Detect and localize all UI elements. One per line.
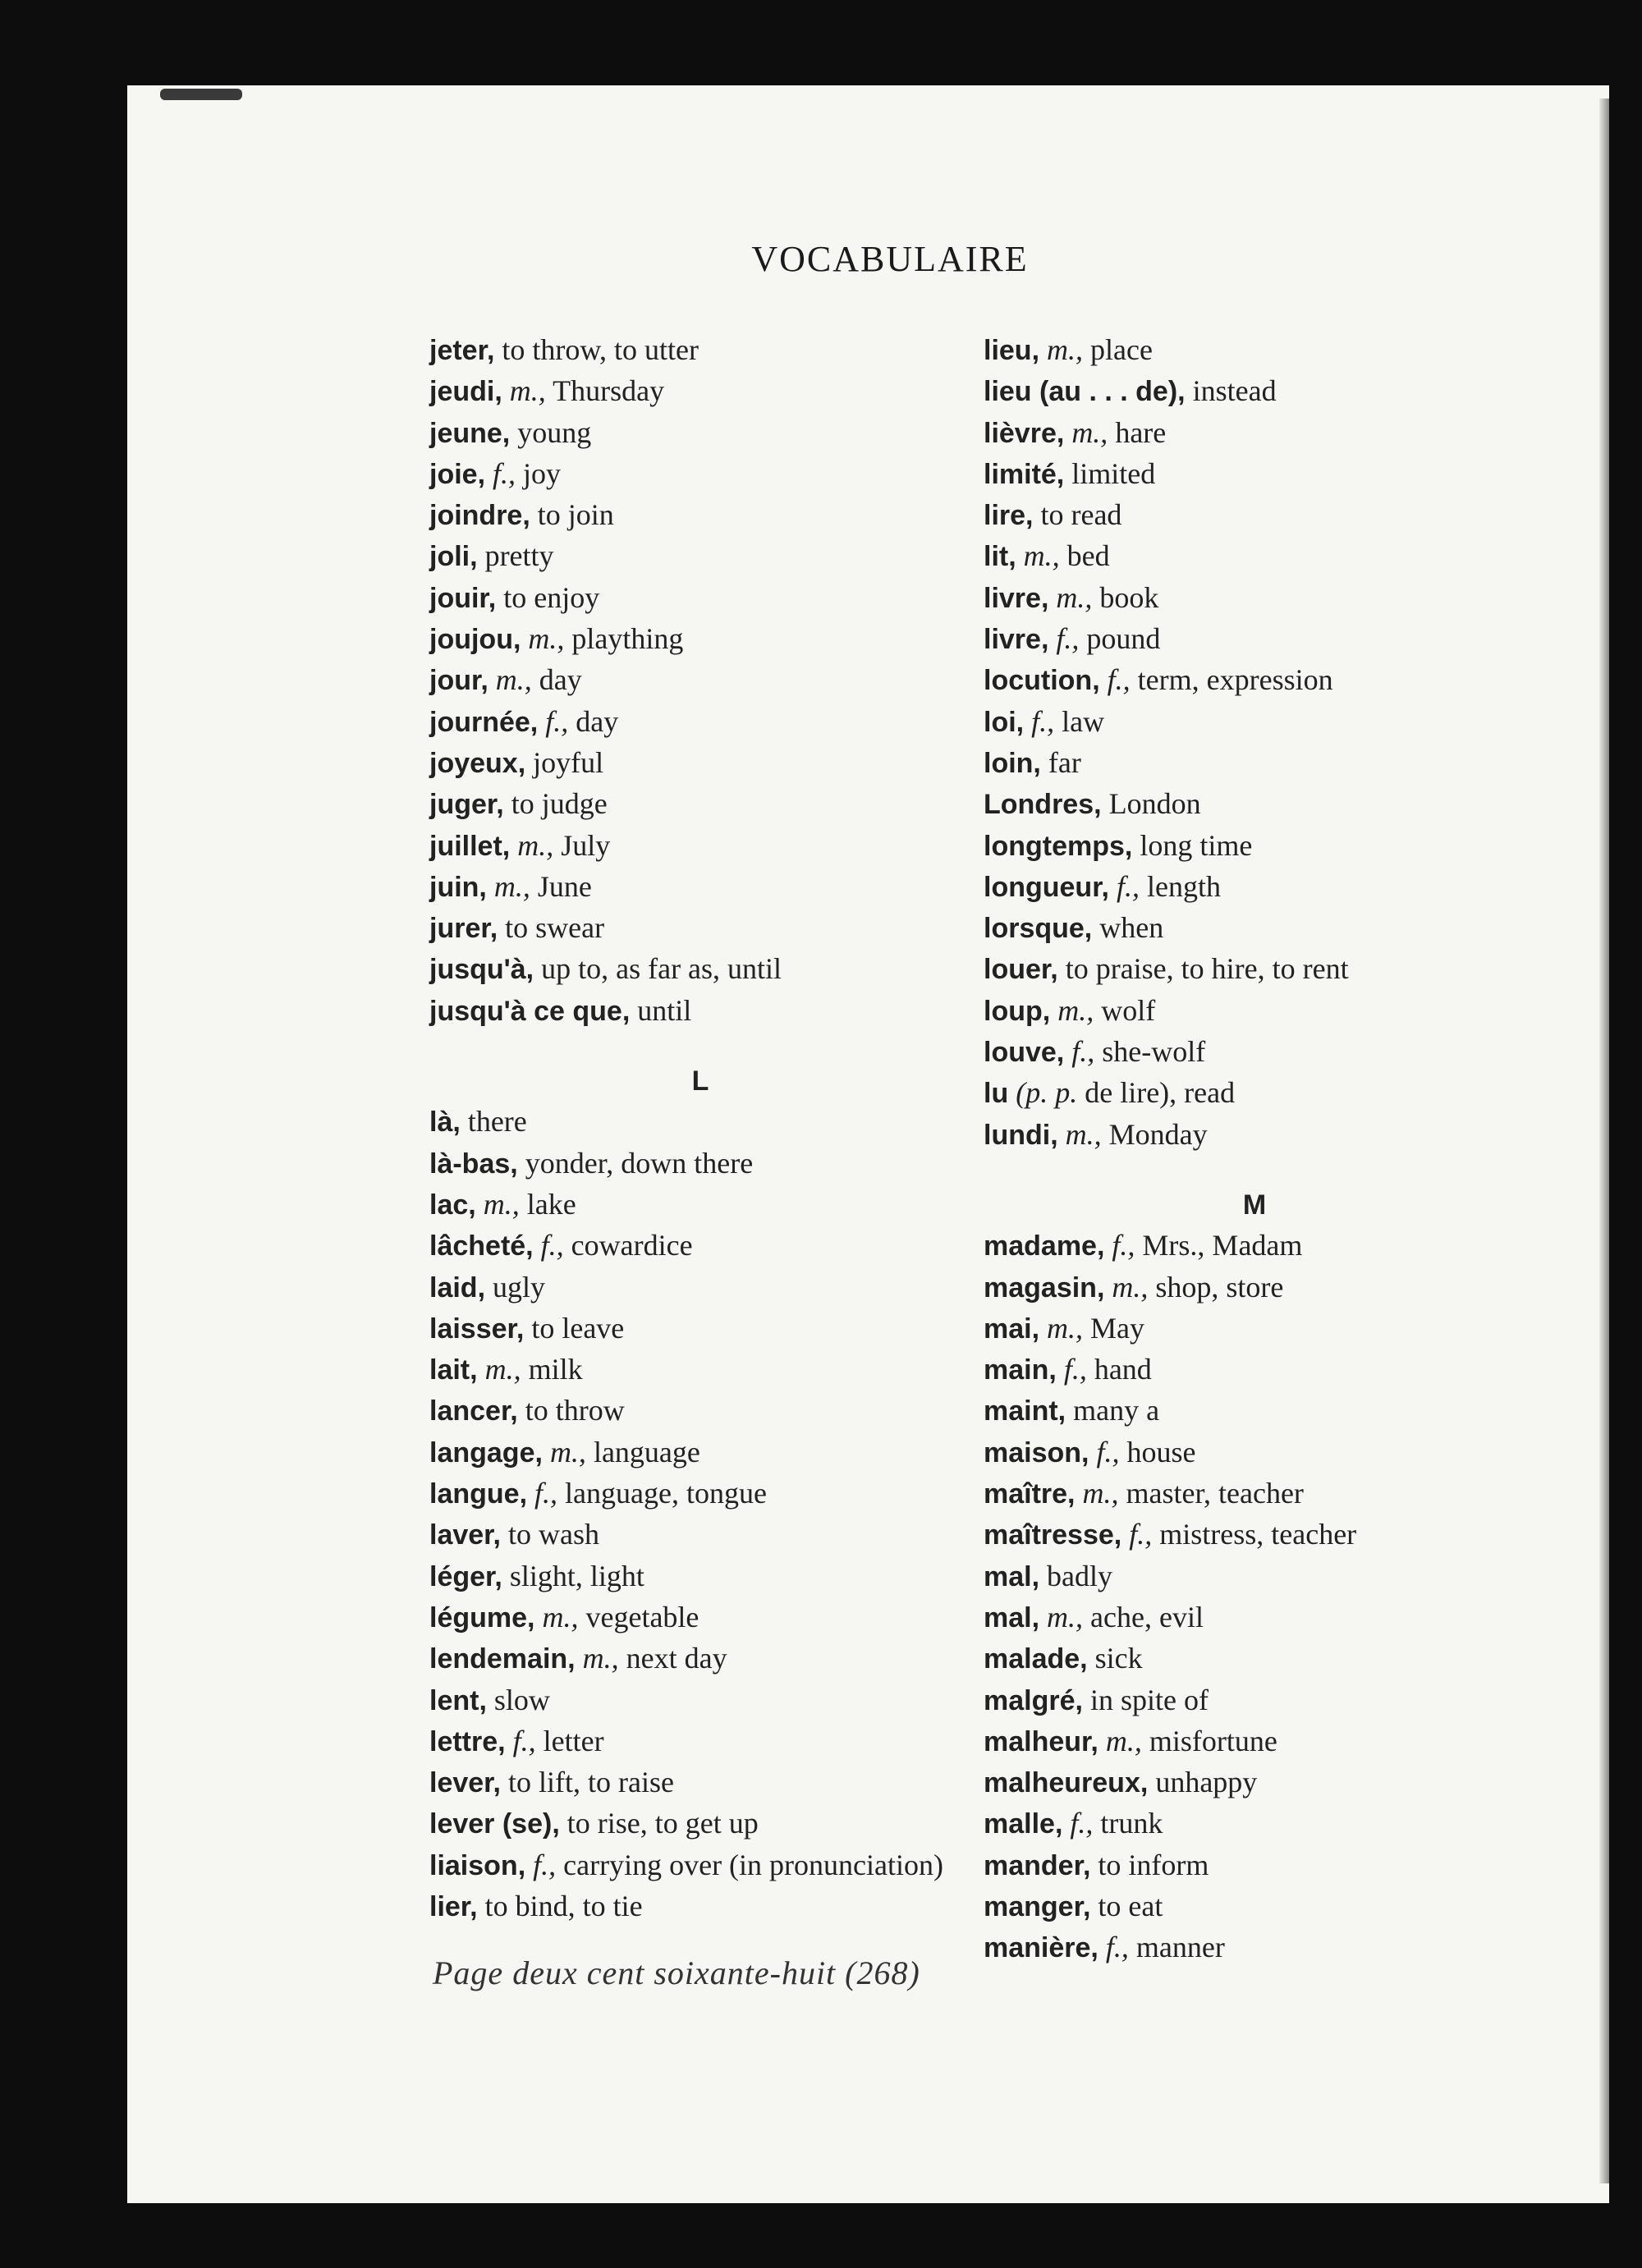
headword: malheureux,	[984, 1767, 1149, 1799]
headword: jeudi,	[429, 376, 502, 408]
grammar-tag: m.,	[1064, 415, 1108, 449]
grammar-tag: f.,	[1048, 622, 1080, 656]
definition: vegetable	[578, 1600, 699, 1633]
headword: lac,	[429, 1189, 476, 1221]
headword: langage,	[429, 1436, 543, 1468]
definition: law	[1054, 704, 1105, 738]
vocab-entry	[429, 330, 971, 371]
headword: laisser,	[429, 1313, 525, 1345]
grammar-tag: m.,	[1039, 1600, 1084, 1633]
definition: to lift, to raise	[500, 1766, 674, 1799]
headword: lire,	[984, 500, 1034, 532]
definition: to enjoy	[496, 580, 600, 614]
headword: juger,	[429, 789, 504, 821]
headword: là-bas,	[429, 1148, 518, 1180]
grammar-tag: m.,	[477, 1353, 521, 1386]
definition: place	[1083, 333, 1153, 366]
headword: lancer,	[429, 1395, 518, 1427]
headword: magasin,	[984, 1271, 1105, 1304]
section-spacer	[429, 1032, 971, 1061]
grammar-tag: f.,	[527, 1477, 558, 1510]
grammar-tag: (p. p.	[1008, 1076, 1078, 1110]
grammar-tag: m.,	[1098, 1724, 1142, 1757]
grammar-tag: m.,	[534, 1600, 579, 1633]
headword: jusqu'à,	[429, 954, 534, 986]
headword: joie,	[429, 458, 486, 490]
definition: carrying over (in pronunciation)	[556, 1848, 943, 1881]
headword: Londres,	[984, 789, 1102, 821]
page-title: VOCABULAIRE	[751, 239, 1029, 279]
headword: lit,	[984, 541, 1016, 573]
headword: loi,	[984, 706, 1025, 738]
definition: shop, store	[1148, 1270, 1284, 1304]
vocab-entry	[429, 1473, 971, 1514]
definition: master, teacher	[1118, 1477, 1304, 1510]
definition: letter	[535, 1724, 604, 1757]
definition: language	[585, 1435, 700, 1468]
grammar-tag: m.,	[1048, 580, 1093, 614]
definition: limited	[1064, 456, 1156, 490]
vocab-entry	[984, 1073, 1525, 1114]
vocab-entry	[984, 1638, 1525, 1679]
definition: slight, light	[502, 1559, 644, 1592]
definition: young	[510, 415, 592, 449]
vocab-entry	[429, 1308, 971, 1349]
headword: longueur,	[984, 871, 1109, 903]
grammar-tag: m.,	[510, 828, 554, 862]
section-letter-m: M	[1242, 1189, 1267, 1221]
headword: lent,	[429, 1684, 487, 1716]
headword: joujou,	[429, 624, 521, 656]
vocab-entry	[429, 867, 971, 908]
vocab-entry	[984, 413, 1525, 454]
entries-l	[429, 1102, 971, 1927]
definition: to rise, to get up	[559, 1807, 759, 1840]
headword: malgré,	[984, 1684, 1083, 1716]
vocab-entry	[429, 1391, 971, 1432]
binding-mark	[160, 89, 242, 100]
definition: next day	[618, 1642, 727, 1675]
headword: manière,	[984, 1932, 1098, 1964]
definition: she-wolf	[1094, 1035, 1206, 1069]
headword: maison,	[984, 1436, 1089, 1468]
vocab-entry	[429, 743, 971, 784]
vocab-entry	[429, 536, 971, 577]
vocab-entry	[984, 1514, 1525, 1556]
definition: misfortune	[1141, 1724, 1277, 1757]
right-column	[984, 330, 1525, 1969]
grammar-tag: m.,	[542, 1435, 586, 1468]
grammar-tag: m.,	[488, 663, 532, 697]
grammar-tag: m.,	[1075, 1477, 1119, 1510]
definition: London	[1101, 787, 1201, 821]
vocab-entry	[984, 1721, 1525, 1762]
entries-m	[984, 1226, 1525, 1968]
grammar-tag: m.,	[1057, 1117, 1102, 1151]
vocab-entry	[429, 991, 971, 1032]
headword: liaison,	[429, 1849, 526, 1881]
grammar-tag: f.,	[1104, 1229, 1135, 1262]
grammar-tag: f.,	[1089, 1435, 1120, 1468]
headword: malheur,	[984, 1725, 1098, 1757]
grammar-tag: m.,	[1039, 1311, 1084, 1345]
definition: sick	[1087, 1642, 1143, 1675]
headword: légume,	[429, 1601, 535, 1633]
grammar-tag: f.,	[1062, 1807, 1094, 1840]
headword: lièvre,	[984, 417, 1065, 449]
definition: to eat	[1090, 1889, 1163, 1922]
headword: léger,	[429, 1560, 502, 1592]
definition: milk	[521, 1353, 583, 1386]
vocab-entry	[429, 413, 971, 454]
headword: langue,	[429, 1478, 528, 1510]
vocab-entry	[984, 1803, 1525, 1844]
definition: until	[630, 993, 692, 1027]
grammar-tag: f.,	[1098, 1931, 1129, 1964]
vocab-entry	[429, 660, 971, 701]
vocab-entry	[984, 1349, 1525, 1391]
headword: là,	[429, 1107, 461, 1139]
headword: joyeux,	[429, 747, 526, 779]
vocab-entry	[429, 619, 971, 660]
definition: day	[531, 663, 582, 697]
definition: to read	[1033, 498, 1122, 532]
definition: to praise, to hire, to rent	[1057, 952, 1349, 986]
definition: unhappy	[1148, 1766, 1258, 1799]
section-letter-l: L	[691, 1065, 709, 1097]
section-spacer	[984, 1156, 1525, 1185]
entries-j	[429, 330, 971, 1032]
vocab-entry	[429, 1514, 971, 1556]
headword: mal,	[984, 1560, 1040, 1592]
headword: manger,	[984, 1890, 1091, 1922]
headword: mander,	[984, 1849, 1091, 1881]
definition: language, tongue	[557, 1477, 767, 1510]
vocab-entry	[429, 1721, 971, 1762]
definition: hare	[1108, 415, 1167, 449]
definition: de lire), read	[1077, 1076, 1236, 1110]
definition: to wash	[500, 1518, 599, 1551]
definition: July	[553, 828, 611, 862]
vocab-entry	[429, 1803, 971, 1844]
grammar-tag: f.,	[485, 456, 516, 490]
vocab-entry	[429, 1267, 971, 1308]
vocab-entry	[984, 1308, 1525, 1349]
headword: maître,	[984, 1478, 1076, 1510]
vocab-entry	[429, 1556, 971, 1597]
headword: jour,	[429, 665, 488, 697]
vocab-entry	[984, 949, 1525, 990]
vocab-entry	[984, 495, 1525, 536]
headword: lu	[984, 1078, 1009, 1110]
headword: lundi,	[984, 1119, 1058, 1151]
page-edge-right	[1599, 99, 1609, 2183]
grammar-tag: f.,	[1064, 1035, 1095, 1069]
vocab-entry	[429, 371, 971, 412]
definition: yonder, down there	[517, 1146, 754, 1180]
headword: lieu,	[984, 335, 1040, 366]
headword: maint,	[984, 1395, 1066, 1427]
headword: jeune,	[429, 417, 511, 449]
vocab-entry	[429, 1886, 971, 1927]
headword: laid,	[429, 1271, 486, 1304]
vocab-entry	[429, 1845, 971, 1886]
headword: joindre,	[429, 500, 530, 532]
headword: locution,	[984, 665, 1100, 697]
definition: to throw, to utter	[494, 333, 699, 366]
vocab-entry	[984, 1032, 1525, 1073]
headword: jeter,	[429, 335, 495, 366]
definition: trunk	[1093, 1807, 1163, 1840]
headword: maîtresse,	[984, 1519, 1122, 1551]
vocab-entry	[984, 991, 1525, 1032]
headword: journée,	[429, 706, 539, 738]
grammar-tag: m.,	[1050, 993, 1094, 1027]
definition: Monday	[1101, 1117, 1208, 1151]
vocab-entry	[984, 371, 1525, 412]
definition: pretty	[477, 539, 554, 573]
headword: madame,	[984, 1230, 1105, 1262]
vocab-entry	[429, 1762, 971, 1803]
definition: ugly	[485, 1270, 546, 1304]
vocab-entry	[984, 826, 1525, 867]
vocab-entry	[429, 826, 971, 867]
definition: cowardice	[563, 1229, 693, 1262]
vocab-entry	[429, 1597, 971, 1638]
vocab-entry	[984, 619, 1525, 660]
definition: to leave	[524, 1311, 625, 1345]
definition: Mrs., Madam	[1135, 1229, 1303, 1262]
headword: limité,	[984, 458, 1065, 490]
definition: to throw	[517, 1394, 625, 1427]
vocab-entry	[984, 1845, 1525, 1886]
grammar-tag: m.,	[1104, 1270, 1149, 1304]
headword: loup,	[984, 995, 1051, 1027]
headword: lendemain,	[429, 1643, 576, 1675]
headword: louve,	[984, 1037, 1065, 1069]
grammar-tag: f.,	[505, 1724, 536, 1757]
definition: there	[460, 1105, 527, 1139]
vocab-entry	[984, 743, 1525, 784]
grammar-tag: f.,	[525, 1848, 557, 1881]
definition: in spite of	[1082, 1683, 1209, 1716]
definition: pound	[1079, 622, 1161, 656]
headword: lever (se),	[429, 1808, 560, 1840]
definition: manner	[1128, 1931, 1225, 1964]
vocab-entry	[429, 1432, 971, 1473]
vocab-entry	[984, 1267, 1525, 1308]
definition: wolf	[1094, 993, 1156, 1027]
definition: mistress, teacher	[1152, 1518, 1357, 1551]
vocab-entry	[429, 454, 971, 495]
definition: when	[1092, 911, 1164, 945]
vocab-entry	[984, 1680, 1525, 1721]
vocab-entry	[429, 1102, 971, 1143]
headword: mal,	[984, 1601, 1040, 1633]
vocab-entry	[984, 908, 1525, 949]
vocab-entry	[984, 454, 1525, 495]
definition: instead	[1185, 374, 1277, 408]
vocab-entry	[984, 1115, 1525, 1156]
vocab-entry	[984, 1762, 1525, 1803]
headword: mai,	[984, 1313, 1040, 1345]
grammar-tag: m.,	[575, 1642, 619, 1675]
headword: longtemps,	[984, 830, 1133, 862]
headword: jouir,	[429, 582, 497, 614]
vocab-entry	[984, 1391, 1525, 1432]
headword: lier,	[429, 1890, 478, 1922]
definition: to join	[530, 498, 614, 532]
grammar-tag: f.,	[1121, 1518, 1153, 1551]
grammar-tag: m.,	[475, 1187, 520, 1221]
headword: main,	[984, 1354, 1057, 1386]
headword: livre,	[984, 582, 1049, 614]
definition: joy	[516, 456, 562, 490]
vocab-entry	[984, 1432, 1525, 1473]
vocab-entry	[984, 1473, 1525, 1514]
vocab-entry	[984, 1886, 1525, 1927]
headword: lettre,	[429, 1725, 506, 1757]
vocab-entry	[984, 660, 1525, 701]
definition: Thursday	[545, 374, 665, 408]
vocab-entry	[429, 949, 971, 990]
definition: hand	[1086, 1353, 1152, 1386]
entries-l-continued	[984, 330, 1525, 1156]
vocab-entry	[984, 1597, 1525, 1638]
grammar-tag: m.,	[486, 869, 530, 903]
headword: jurer,	[429, 913, 498, 945]
headword: malle,	[984, 1808, 1063, 1840]
headword: juillet,	[429, 830, 511, 862]
definition: up to, as far as, until	[534, 952, 782, 986]
vocab-entry	[429, 1349, 971, 1391]
headword: louer,	[984, 954, 1058, 986]
page-number-footer: Page deux cent soixante-huit (268)	[433, 1954, 920, 1991]
headword: laver,	[429, 1519, 501, 1551]
definition: book	[1092, 580, 1159, 614]
vocab-entry	[429, 1638, 971, 1679]
headword: jusqu'à ce que,	[429, 995, 631, 1027]
vocab-entry	[984, 702, 1525, 743]
grammar-tag: m.,	[521, 622, 565, 656]
vocab-entry	[429, 784, 971, 825]
vocab-entry	[984, 330, 1525, 371]
headword: lâcheté,	[429, 1230, 534, 1262]
vocab-entry	[984, 1927, 1525, 1968]
grammar-tag: m.,	[1016, 539, 1060, 573]
headword: lorsque,	[984, 913, 1093, 945]
vocab-entry	[984, 867, 1525, 908]
definition: to bind, to tie	[477, 1889, 643, 1922]
vocab-entry	[429, 578, 971, 619]
grammar-tag: m.,	[1039, 333, 1084, 366]
headword: livre,	[984, 624, 1049, 656]
definition: May	[1083, 1311, 1145, 1345]
definition: to swear	[498, 911, 605, 945]
vocab-entry	[984, 1556, 1525, 1597]
definition: long time	[1132, 828, 1253, 862]
vocab-entry	[984, 536, 1525, 577]
definition: house	[1119, 1435, 1196, 1468]
definition: many a	[1066, 1394, 1160, 1427]
headword: loin,	[984, 747, 1041, 779]
definition: plaything	[564, 622, 684, 656]
definition: slow	[486, 1683, 550, 1716]
grammar-tag: f.,	[1109, 869, 1140, 903]
definition: day	[568, 704, 619, 738]
headword: joli,	[429, 541, 478, 573]
vocab-entry	[429, 908, 971, 949]
vocab-entry	[984, 1226, 1525, 1267]
grammar-tag: f.,	[538, 704, 569, 738]
vocab-entry	[429, 1680, 971, 1721]
headword: lieu (au . . . de),	[984, 376, 1186, 408]
vocab-entry	[429, 495, 971, 536]
definition: badly	[1039, 1559, 1113, 1592]
grammar-tag: f.,	[533, 1229, 564, 1262]
vocab-entry	[984, 578, 1525, 619]
definition: bed	[1059, 539, 1110, 573]
vocab-entry	[429, 1184, 971, 1226]
definition: lake	[519, 1187, 576, 1221]
vocab-entry	[429, 702, 971, 743]
definition: far	[1040, 745, 1081, 779]
grammar-tag: f.,	[1099, 663, 1131, 697]
vocab-entry	[429, 1143, 971, 1184]
headword: juin,	[429, 871, 487, 903]
definition: to inform	[1090, 1848, 1209, 1881]
vocab-entry	[429, 1226, 971, 1267]
headword: malade,	[984, 1643, 1088, 1675]
grammar-tag: m.,	[502, 374, 546, 408]
definition: ache, evil	[1083, 1600, 1204, 1633]
definition: joyful	[525, 745, 604, 779]
definition: term, expression	[1130, 663, 1333, 697]
headword: lever,	[429, 1767, 501, 1799]
grammar-tag: f.,	[1024, 704, 1055, 738]
vocab-entry	[984, 784, 1525, 825]
headword: lait,	[429, 1354, 478, 1386]
left-column	[429, 330, 971, 1927]
grammar-tag: f.,	[1056, 1353, 1087, 1386]
definition: length	[1140, 869, 1221, 903]
definition: to judge	[503, 787, 608, 821]
definition: June	[530, 869, 592, 903]
